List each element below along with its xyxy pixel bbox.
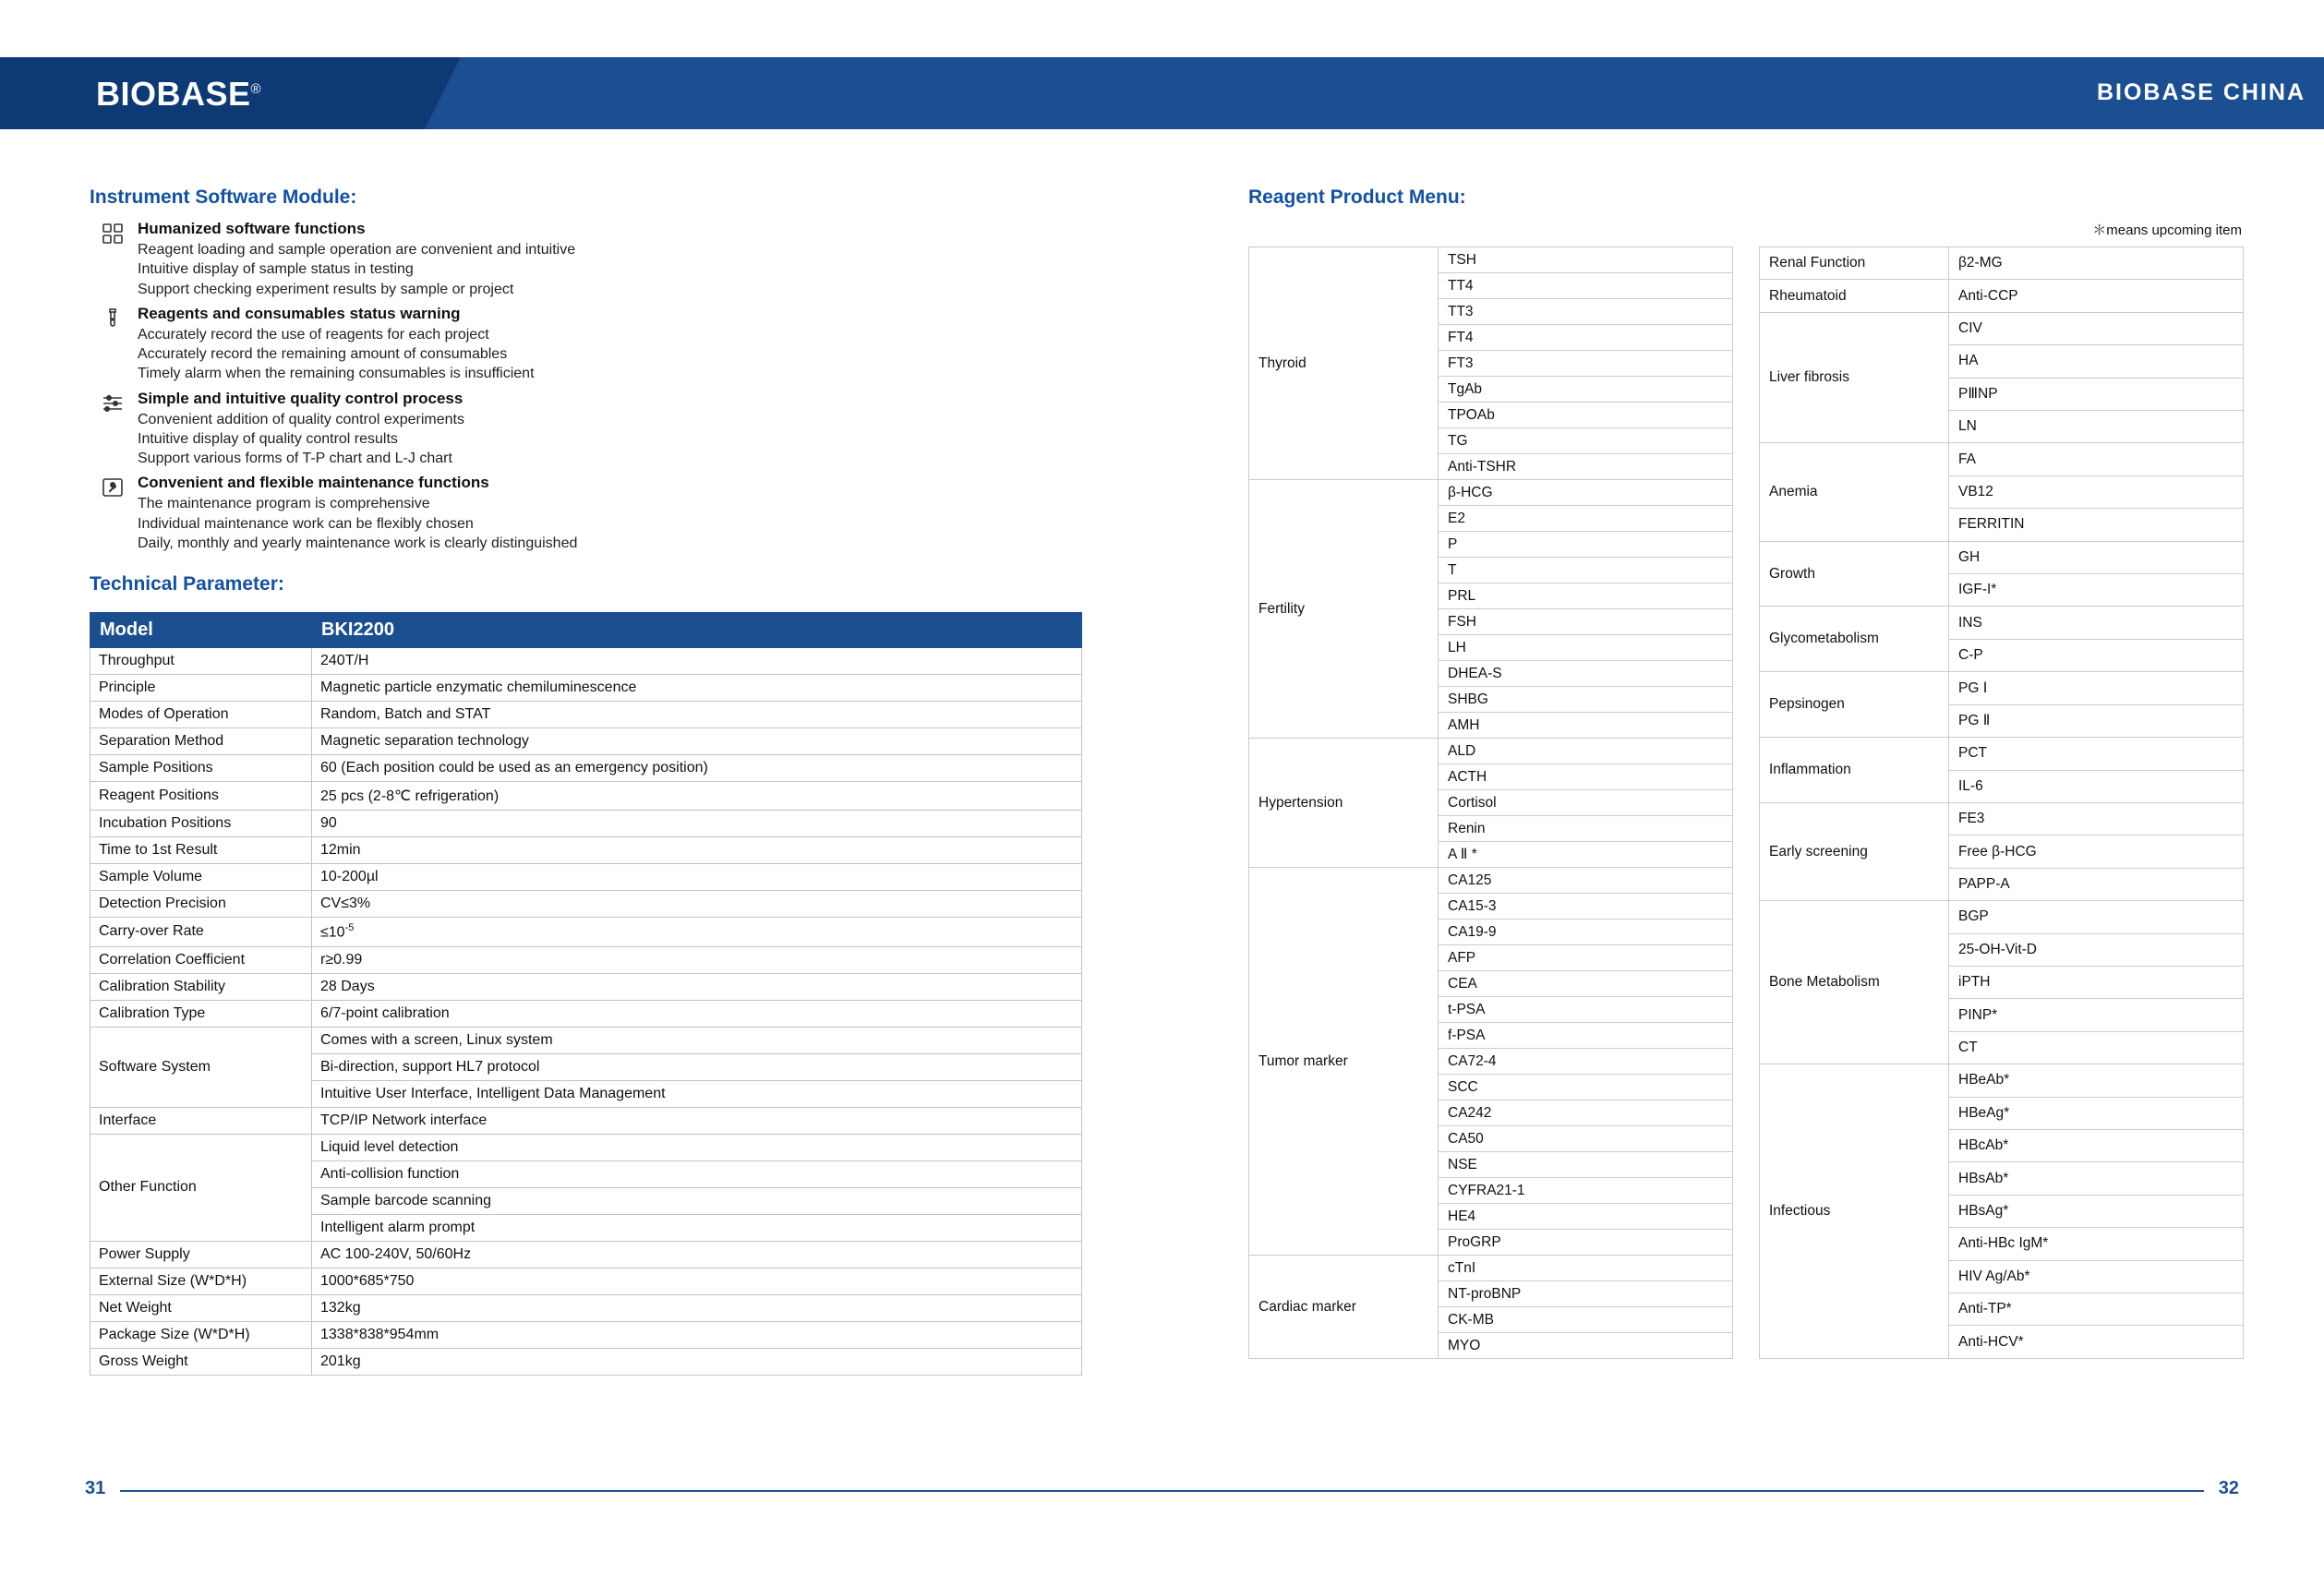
reagent-item: f-PSA <box>1439 1023 1733 1049</box>
feature-title: Reagents and consumables status warning <box>138 304 461 322</box>
reagent-item: HIV Ag/Ab* <box>1949 1260 2244 1292</box>
reagent-group-name: Pepsinogen <box>1760 672 1949 738</box>
table-row-value: 240T/H <box>312 648 1082 675</box>
feature-line: Intuitive display of sample status in testing <box>138 261 414 278</box>
table-header-value: BKI2200 <box>312 613 1082 648</box>
right-column <box>1248 186 2246 1359</box>
table-row-key: Time to 1st Result <box>90 837 312 864</box>
reagent-item: Anti-TP* <box>1949 1293 2244 1326</box>
table-row-key: External Size (W*D*H) <box>90 1268 312 1294</box>
reagent-row <box>1249 868 1733 894</box>
feature-list <box>90 220 1198 553</box>
brand-logo <box>96 75 261 114</box>
feature-item <box>90 305 1198 384</box>
table-row <box>90 782 1082 811</box>
reagent-item: CA19-9 <box>1439 920 1733 945</box>
feature-title: Simple and intuitive quality control process <box>138 389 464 407</box>
reagent-row <box>1249 1256 1733 1281</box>
footer-rule <box>120 1490 2204 1492</box>
table-row <box>90 946 1082 973</box>
reagent-row <box>1760 1064 2244 1097</box>
reagent-item: AMH <box>1439 713 1733 739</box>
feature-line: Support checking experiment results by sample or project <box>138 281 514 297</box>
table-row-key: Power Supply <box>90 1241 312 1268</box>
reagent-item: 25-OH-Vit-D <box>1949 933 2244 966</box>
feature-line: Convenient addition of quality control experiments <box>138 411 464 427</box>
table-header-row <box>90 613 1082 648</box>
table-row <box>90 1134 1082 1160</box>
reagent-item: A Ⅱ * <box>1439 842 1733 868</box>
reagent-item: PG Ⅰ <box>1949 672 2244 704</box>
table-row-value: Intuitive User Interface, Intelligent Data Management <box>312 1080 1082 1107</box>
table-row <box>90 864 1082 891</box>
reagent-item: ALD <box>1439 739 1733 764</box>
reagent-item: INS <box>1949 607 2244 639</box>
reagent-item: SHBG <box>1439 687 1733 713</box>
reagent-group-name: Hypertension <box>1249 739 1439 868</box>
reagent-item: CA15-3 <box>1439 894 1733 920</box>
reagent-item: CK-MB <box>1439 1307 1733 1333</box>
table-row <box>90 728 1082 755</box>
table-row-value: CV≤3% <box>312 891 1082 918</box>
reagent-item: Anti-TSHR <box>1439 454 1733 480</box>
table-row <box>90 702 1082 728</box>
reagent-group-name: Early screening <box>1760 802 1949 900</box>
table-row-key: Carry-over Rate <box>90 918 312 946</box>
table-row-key: Gross Weight <box>90 1348 312 1375</box>
table-row <box>90 973 1082 1000</box>
reagent-row <box>1760 672 2244 704</box>
table-row-value: 1338*838*954mm <box>312 1321 1082 1348</box>
table-row-key: Calibration Stability <box>90 973 312 1000</box>
reagent-item: t-PSA <box>1439 997 1733 1023</box>
table-row-key: Net Weight <box>90 1294 312 1321</box>
table-row <box>90 837 1082 864</box>
table-row-key: Principle <box>90 675 312 702</box>
table-row-key: Detection Precision <box>90 891 312 918</box>
table-row-value: Random, Batch and STAT <box>312 702 1082 728</box>
reagent-row <box>1760 738 2244 770</box>
reagent-item: iPTH <box>1949 966 2244 998</box>
brand-logo-text: BIOBASE <box>96 75 251 113</box>
reagent-item: E2 <box>1439 506 1733 532</box>
reagent-item: FT4 <box>1439 325 1733 351</box>
reagent-item: MYO <box>1439 1333 1733 1359</box>
reagent-row <box>1760 312 2244 344</box>
reagent-item: NT-proBNP <box>1439 1281 1733 1307</box>
table-row <box>90 648 1082 675</box>
reagent-group-name: Rheumatoid <box>1760 280 1949 312</box>
reagent-item: Free β-HCG <box>1949 836 2244 868</box>
reagent-item: TG <box>1439 428 1733 454</box>
table-row-key: Correlation Coefficient <box>90 946 312 973</box>
table-row-value: 60 (Each position could be used as an emergency position) <box>312 755 1082 782</box>
table-row-key: Other Function <box>90 1134 312 1241</box>
reagent-item: PCT <box>1949 738 2244 770</box>
reagent-item: CYFRA21-1 <box>1439 1178 1733 1204</box>
reagent-group-name: Bone Metabolism <box>1760 901 1949 1064</box>
technical-parameter-table-wrap <box>90 612 1198 1375</box>
table-row <box>90 1107 1082 1134</box>
table-row-value: 25 pcs (2-8℃ refrigeration) <box>312 782 1082 811</box>
table-row-key: Sample Positions <box>90 755 312 782</box>
table-row-value: 132kg <box>312 1294 1082 1321</box>
reagent-group-name: Cardiac marker <box>1249 1256 1439 1359</box>
reagent-item: BGP <box>1949 901 2244 933</box>
reagent-item: PAPP-A <box>1949 868 2244 900</box>
table-row-key: Software System <box>90 1027 312 1107</box>
reagent-item: HBeAg* <box>1949 1097 2244 1129</box>
reagent-item: β-HCG <box>1439 480 1733 506</box>
reagent-item: AFP <box>1439 945 1733 971</box>
table-row <box>90 1241 1082 1268</box>
table-row <box>90 918 1082 946</box>
table-row-key: Incubation Positions <box>90 811 312 837</box>
reagent-item: PG Ⅱ <box>1949 704 2244 737</box>
reagent-item: VB12 <box>1949 475 2244 508</box>
reagent-item: PⅢNP <box>1949 378 2244 410</box>
reagent-item: P <box>1439 532 1733 558</box>
page-footer <box>0 1478 2324 1504</box>
table-row-key: Reagent Positions <box>90 782 312 811</box>
reagent-item: HBsAg* <box>1949 1195 2244 1227</box>
table-row-value: 90 <box>312 811 1082 837</box>
value-superscript: -5 <box>344 922 355 934</box>
feature-line: The maintenance program is comprehensive <box>138 496 430 512</box>
table-row-key: Interface <box>90 1107 312 1134</box>
table-row-key: Separation Method <box>90 728 312 755</box>
page-header <box>0 57 2324 129</box>
reagent-item: TPOAb <box>1439 403 1733 428</box>
table-row <box>90 1348 1082 1375</box>
reagent-item: CA125 <box>1439 868 1733 894</box>
reagent-group-name: Growth <box>1760 541 1949 607</box>
reagent-group-name: Tumor marker <box>1249 868 1439 1256</box>
reagent-item: IL-6 <box>1949 770 2244 802</box>
reagent-menu-title: Reagent Product Menu: <box>1248 186 1466 208</box>
feature-item <box>90 390 1198 469</box>
table-row-value: Liquid level detection <box>312 1134 1082 1160</box>
reagent-item: Cortisol <box>1439 790 1733 816</box>
table-row-value: 1000*685*750 <box>312 1268 1082 1294</box>
table-row-value: 201kg <box>312 1348 1082 1375</box>
reagent-item: FE3 <box>1949 802 2244 835</box>
reagent-group-name: Anemia <box>1760 443 1949 541</box>
reagent-item: FA <box>1949 443 2244 475</box>
table-row <box>90 675 1082 702</box>
table-row-value: 10-200µl <box>312 864 1082 891</box>
reagent-item: PRL <box>1439 583 1733 609</box>
reagent-item: β2-MG <box>1949 247 2244 280</box>
table-row-value: Comes with a screen, Linux system <box>312 1027 1082 1053</box>
reagent-row <box>1760 607 2244 639</box>
reagent-item: LN <box>1949 411 2244 443</box>
reagent-item: CIV <box>1949 312 2244 344</box>
technical-parameter-title: Technical Parameter: <box>90 573 284 595</box>
reagent-item: Anti-CCP <box>1949 280 2244 312</box>
reagent-item: CA50 <box>1439 1126 1733 1152</box>
reagent-item: FT3 <box>1439 351 1733 377</box>
reagent-item: FSH <box>1439 609 1733 635</box>
reagent-group-name: Infectious <box>1760 1064 1949 1359</box>
reagent-item: SCC <box>1439 1075 1733 1100</box>
reagent-row <box>1760 443 2244 475</box>
table-row-value: Magnetic particle enzymatic chemiluminescence <box>312 675 1082 702</box>
feature-line: Reagent loading and sample operation are convenient and intuitive <box>138 242 576 258</box>
reagent-item: Anti-HBc IgM* <box>1949 1228 2244 1260</box>
table-row-key: Package Size (W*D*H) <box>90 1321 312 1348</box>
reagent-item: Anti-HCV* <box>1949 1326 2244 1359</box>
table-row-value: 6/7-point calibration <box>312 1000 1082 1027</box>
table-row-value: r≥0.99 <box>312 946 1082 973</box>
reagent-group-name: Thyroid <box>1249 247 1439 480</box>
reagent-item: TT3 <box>1439 299 1733 325</box>
table-row-value: TCP/IP Network interface <box>312 1107 1082 1134</box>
table-row <box>90 1294 1082 1321</box>
reagent-group-name: Fertility <box>1249 480 1439 739</box>
reagent-item: Renin <box>1439 816 1733 842</box>
wrench-screen-icon <box>101 475 125 499</box>
reagent-group-name: Liver fibrosis <box>1760 312 1949 443</box>
feature-line: Accurately record the use of reagents for each project <box>138 326 489 343</box>
table-row-value: Bi-direction, support HL7 protocol <box>312 1053 1082 1080</box>
reagent-item: HE4 <box>1439 1204 1733 1230</box>
feature-line: Support various forms of T-P chart and L-J chart <box>138 451 452 467</box>
table-row-key: Modes of Operation <box>90 702 312 728</box>
table-row-value: 28 Days <box>312 973 1082 1000</box>
table-row <box>90 1000 1082 1027</box>
reagent-item: ACTH <box>1439 764 1733 790</box>
reagent-item: PINP* <box>1949 999 2244 1031</box>
reagent-item: C-P <box>1949 639 2244 671</box>
table-row-key: Calibration Type <box>90 1000 312 1027</box>
table-row-key: Sample Volume <box>90 864 312 891</box>
page-body <box>0 129 2324 1468</box>
reagent-item: TSH <box>1439 247 1733 273</box>
registered-mark: ® <box>250 81 262 97</box>
reagent-group-name: Inflammation <box>1760 738 1949 803</box>
reagent-row <box>1760 802 2244 835</box>
table-row-key: Throughput <box>90 648 312 675</box>
table-row <box>90 891 1082 918</box>
bottom-band <box>0 1530 2324 1587</box>
page-number-right: 32 <box>2211 1478 2246 1499</box>
reagent-item: IGF-I* <box>1949 574 2244 607</box>
table-row <box>90 1268 1082 1294</box>
table-row-value: Intelligent alarm prompt <box>312 1214 1082 1241</box>
table-row-value: Magnetic separation technology <box>312 728 1082 755</box>
feature-line: Timely alarm when the remaining consumables is insufficient <box>138 366 535 382</box>
table-row-value: Anti-collision function <box>312 1160 1082 1187</box>
reagent-item: CT <box>1949 1031 2244 1064</box>
sliders-icon <box>101 391 125 415</box>
reagent-item: ProGRP <box>1439 1230 1733 1256</box>
reagent-item: NSE <box>1439 1152 1733 1178</box>
reagent-item: LH <box>1439 635 1733 661</box>
feature-title: Convenient and flexible maintenance functions <box>138 474 489 492</box>
technical-parameter-table <box>90 612 1082 1375</box>
reagent-menu-table-left <box>1248 246 1733 1359</box>
reagent-item: DHEA-S <box>1439 661 1733 687</box>
reagent-item: TT4 <box>1439 273 1733 299</box>
reagent-group-name: Glycometabolism <box>1760 607 1949 672</box>
software-module-title: Instrument Software Module: <box>90 186 357 208</box>
vial-icon <box>101 307 125 331</box>
reagent-item: CA72-4 <box>1439 1049 1733 1075</box>
feature-item <box>90 474 1198 553</box>
header-brand-right: BIOBASE CHINA <box>2096 79 2306 105</box>
reagent-row <box>1249 739 1733 764</box>
reagent-item: HBcAb* <box>1949 1129 2244 1161</box>
reagent-item: CEA <box>1439 971 1733 997</box>
reagent-menus <box>1248 246 2246 1359</box>
table-row <box>90 1027 1082 1053</box>
reagent-row <box>1760 901 2244 933</box>
reagent-item: T <box>1439 558 1733 583</box>
table-row-value: AC 100-240V, 50/60Hz <box>312 1241 1082 1268</box>
reagent-row <box>1760 541 2244 573</box>
reagent-row <box>1760 280 2244 312</box>
upcoming-item-note: ＊means upcoming item <box>2092 222 2242 238</box>
reagent-row <box>1249 480 1733 506</box>
reagent-item: GH <box>1949 541 2244 573</box>
reagent-group-name: Renal Function <box>1760 247 1949 280</box>
reagent-item: cTnI <box>1439 1256 1733 1281</box>
left-column <box>90 186 1198 1376</box>
reagent-item: FERRITIN <box>1949 509 2244 541</box>
reagent-row <box>1249 247 1733 273</box>
reagent-item: TgAb <box>1439 377 1733 403</box>
feature-line: Daily, monthly and yearly maintenance work is clearly distinguished <box>138 535 578 551</box>
feature-line: Intuitive display of quality control results <box>138 430 398 447</box>
grid-icon <box>101 222 125 246</box>
table-header-model: Model <box>90 613 312 648</box>
table-row-value: 12min <box>312 837 1082 864</box>
table-row-value: Sample barcode scanning <box>312 1187 1082 1214</box>
value-base: ≤10 <box>320 924 345 941</box>
table-row <box>90 1321 1082 1348</box>
table-row-value <box>312 918 1082 946</box>
feature-item <box>90 220 1198 299</box>
page-number-left: 31 <box>78 1478 113 1499</box>
reagent-row <box>1760 247 2244 280</box>
table-row <box>90 755 1082 782</box>
feature-line: Individual maintenance work can be flexibly chosen <box>138 515 474 532</box>
table-row <box>90 811 1082 837</box>
reagent-item: HBsAb* <box>1949 1162 2244 1195</box>
reagent-item: HA <box>1949 345 2244 378</box>
reagent-item: CA242 <box>1439 1100 1733 1126</box>
feature-title: Humanized software functions <box>138 220 366 237</box>
reagent-menu-table-right <box>1759 246 2244 1359</box>
feature-line: Accurately record the remaining amount of consumables <box>138 346 508 363</box>
reagent-item: HBeAb* <box>1949 1064 2244 1097</box>
